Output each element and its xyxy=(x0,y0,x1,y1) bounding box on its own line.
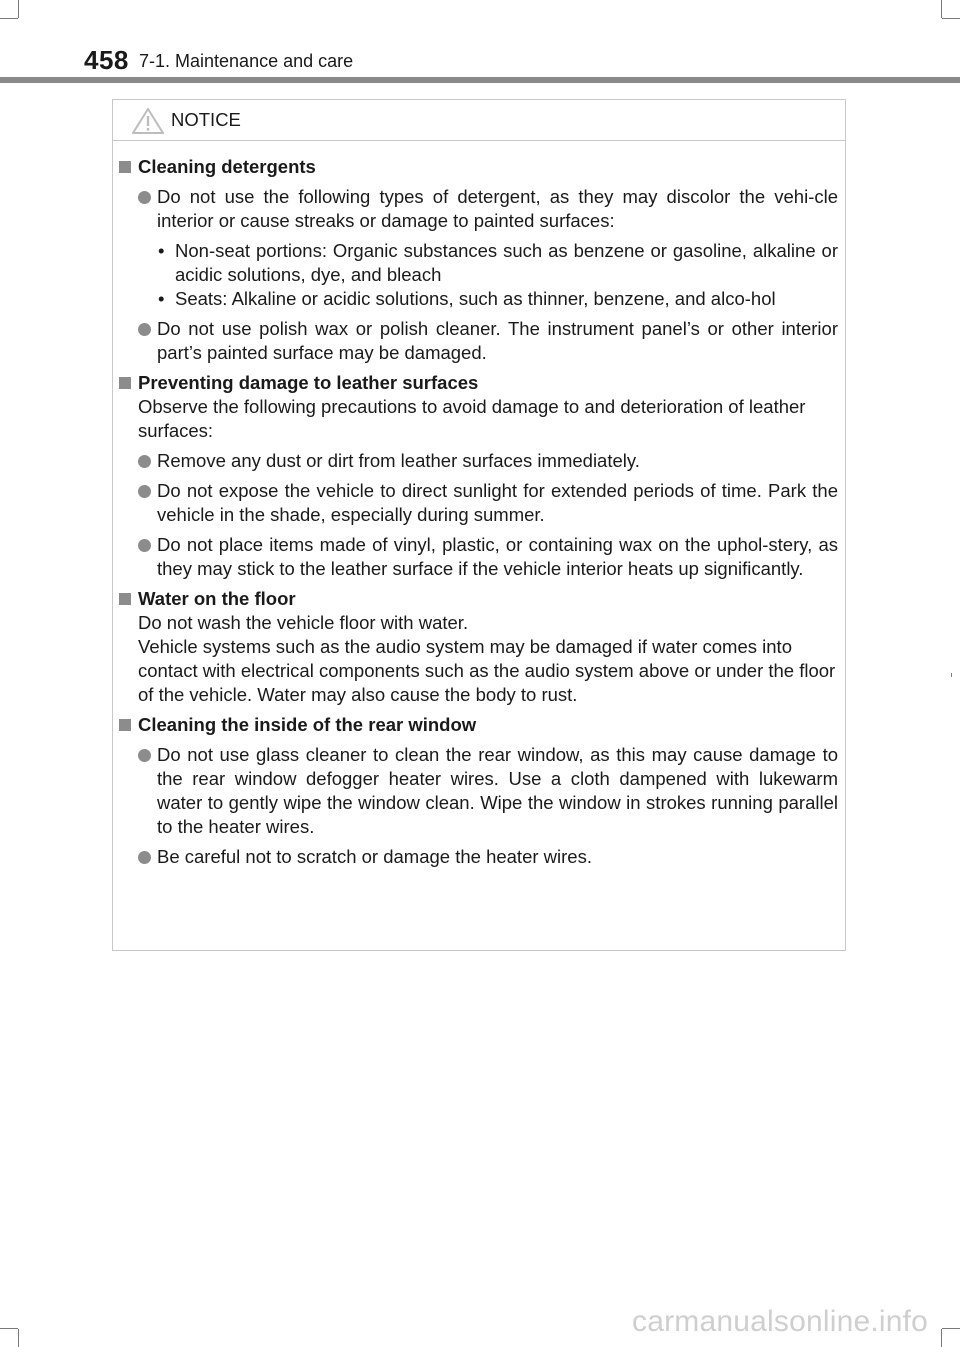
crop-mark xyxy=(0,1328,18,1329)
crop-mark xyxy=(951,673,952,677)
dot-marker-icon: • xyxy=(158,288,165,309)
warning-triangle-icon xyxy=(131,107,165,135)
paragraph: Observe the following precautions to avoid damage to and deterioration of leather surfaces: xyxy=(138,396,806,441)
list-item: Do not place items made of vinyl, plastic, or containing wax on the uphol-stery, as they may stick to the leather surface if the vehicle interior heats up significantly. xyxy=(119,533,838,581)
list-item: Do not expose the vehicle to direct sunlight for extended periods of time. Park the vehicle in the shade, especially during summer. xyxy=(119,479,838,527)
round-bullet-icon xyxy=(138,191,151,204)
sub-list xyxy=(119,239,838,311)
round-bullet-icon xyxy=(138,539,151,552)
paragraph: Do not wash the vehicle floor with water. xyxy=(138,612,469,633)
page-number: 458 xyxy=(84,45,129,75)
list-item: Do not use glass cleaner to clean the rear window, as this may cause damage to the rear window defogger heater wires. Use a cloth dampened with lukewarm water to gently wipe the window clean. Wipe the window in strokes running parallel to the heater wires. xyxy=(119,743,838,839)
sub-list-item: • Non-seat portions: Organic substances such as benzene or gasoline, alkaline or acidic solutions, dye, and bleach xyxy=(158,240,838,285)
crop-mark xyxy=(942,1328,960,1329)
round-bullet-icon xyxy=(138,485,151,498)
square-bullet-icon xyxy=(119,161,131,173)
crop-mark xyxy=(18,1329,19,1347)
notice-body xyxy=(113,141,845,869)
list-item: Be careful not to scratch or damage the heater wires. xyxy=(119,845,838,869)
crop-mark xyxy=(18,0,19,18)
round-bullet-icon xyxy=(138,455,151,468)
crop-mark xyxy=(941,1329,942,1347)
notice-label: NOTICE xyxy=(171,109,241,130)
section-heading: Cleaning detergents xyxy=(119,155,838,179)
list-item: Do not use polish wax or polish cleaner. The instrument panel’s or other interior part’s painted surface may be damaged. xyxy=(119,317,838,365)
square-bullet-icon xyxy=(119,377,131,389)
watermark: carmanualsonline.info xyxy=(632,1305,929,1338)
square-bullet-icon xyxy=(119,593,131,605)
square-bullet-icon xyxy=(119,719,131,731)
crop-mark xyxy=(942,18,960,19)
header-rule xyxy=(0,77,960,83)
list-item: Remove any dust or dirt from leather surfaces immediately. xyxy=(119,449,838,473)
round-bullet-icon xyxy=(138,749,151,762)
crop-mark xyxy=(0,18,18,19)
round-bullet-icon xyxy=(138,323,151,336)
list-item: Do not use the following types of detergent, as they may discolor the vehi-cle interior or cause streaks or damage to painted surfaces: xyxy=(119,185,838,233)
crop-mark xyxy=(941,0,942,18)
notice-box xyxy=(112,99,846,951)
dot-marker-icon: • xyxy=(158,240,165,261)
page-header xyxy=(0,36,960,86)
paragraph: Vehicle systems such as the audio system may be damaged if water comes into contact with electrical components such as the audio system above or under the floor of the vehicle. Water may also cause the body to rust. xyxy=(138,636,836,705)
round-bullet-icon xyxy=(138,851,151,864)
section-heading: Cleaning the inside of the rear window xyxy=(119,713,838,737)
section-heading: Water on the floor xyxy=(119,587,838,611)
section-heading: Preventing damage to leather surfaces xyxy=(119,371,838,395)
notice-header xyxy=(113,100,845,141)
sub-list-item: • Seats: Alkaline or acidic solutions, such as thinner, benzene, and alco-hol xyxy=(158,288,776,309)
section-title: 7-1. Maintenance and care xyxy=(139,51,354,71)
